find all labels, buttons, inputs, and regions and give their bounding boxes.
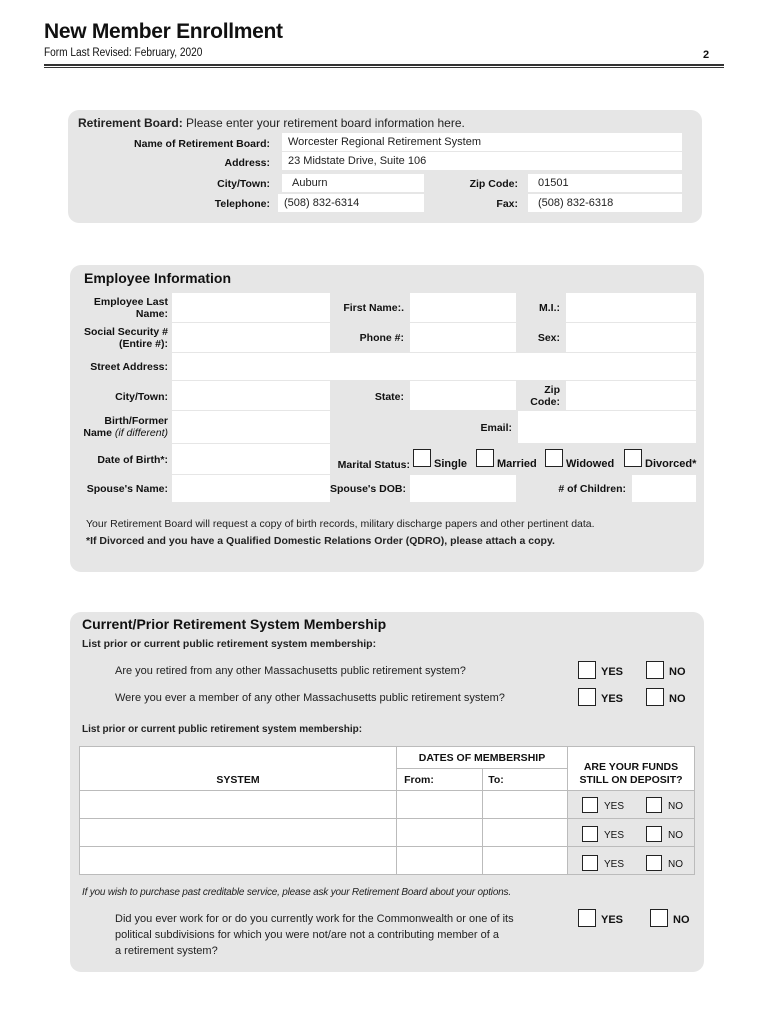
funds-header-2: STILL ON DEPOSIT? bbox=[579, 774, 683, 786]
board-address-field[interactable]: 23 Midstate Drive, Suite 106 bbox=[282, 152, 682, 170]
children-field[interactable] bbox=[632, 475, 696, 502]
phone-label: Phone #: bbox=[359, 332, 404, 344]
row1-no-checkbox[interactable] bbox=[646, 797, 662, 813]
last-name-field[interactable] bbox=[172, 293, 330, 322]
purchase-note: If you wish to purchase past creditable service, please ask your Retirement Board about your options. bbox=[82, 887, 511, 898]
membership-list-label-2: List prior or current public retirement system membership: bbox=[82, 724, 363, 735]
sex-label: Sex: bbox=[537, 332, 560, 344]
board-heading-label: Retirement Board: bbox=[78, 116, 183, 130]
row2-no-checkbox[interactable] bbox=[646, 826, 662, 842]
dob-field[interactable] bbox=[172, 444, 330, 474]
board-phone-label: Telephone: bbox=[214, 198, 270, 210]
row3-yes-label: YES bbox=[604, 859, 625, 870]
commonwealth-question-line2: political subdivisions for which you were not/are not a contributing member of a bbox=[115, 929, 499, 941]
commonwealth-yes-checkbox[interactable] bbox=[578, 909, 596, 927]
membership-list-label: List prior or current public retirement system membership: bbox=[82, 638, 377, 650]
header-rule bbox=[44, 64, 724, 66]
ssn-field[interactable] bbox=[172, 323, 330, 352]
birth-name-label-b: Name bbox=[83, 427, 112, 439]
widowed-label: Widowed bbox=[566, 458, 615, 470]
children-label: # of Children: bbox=[558, 483, 626, 495]
street-field[interactable] bbox=[172, 353, 696, 380]
birth-name-label bbox=[76, 415, 168, 439]
member-yes-label: YES bbox=[601, 693, 624, 705]
sex-field[interactable] bbox=[566, 323, 696, 352]
board-fax-field[interactable]: (508) 832-6318 bbox=[528, 194, 682, 212]
member-yes-checkbox[interactable] bbox=[578, 688, 596, 706]
page-number: 2 bbox=[703, 49, 710, 61]
to-header: To: bbox=[488, 774, 504, 786]
revision-date: Form Last Revised: February, 2020 bbox=[44, 47, 203, 59]
commonwealth-question-line3: a retirement system? bbox=[115, 945, 218, 957]
single-label: Single bbox=[434, 458, 468, 470]
row3-no-checkbox[interactable] bbox=[646, 855, 662, 871]
retired-yes-checkbox[interactable] bbox=[578, 661, 596, 679]
system-cell-2[interactable] bbox=[80, 819, 396, 846]
commonwealth-no-checkbox[interactable] bbox=[650, 909, 668, 927]
board-heading bbox=[78, 116, 465, 130]
divorced-checkbox[interactable] bbox=[624, 449, 642, 467]
system-cell-3[interactable] bbox=[80, 847, 396, 874]
from-header: From: bbox=[404, 774, 434, 786]
birth-name-label-a: Birth/Former bbox=[104, 415, 168, 427]
street-label: Street Address: bbox=[90, 361, 168, 373]
dob-label: Date of Birth*: bbox=[97, 454, 168, 466]
city-field[interactable] bbox=[172, 381, 330, 410]
row1-yes-label: YES bbox=[604, 801, 625, 812]
header-rule-thin bbox=[44, 67, 724, 68]
spouse-dob-field[interactable] bbox=[410, 475, 516, 502]
single-checkbox[interactable] bbox=[413, 449, 431, 467]
retired-question: Are you retired from any other Massachusetts public retirement system? bbox=[115, 665, 466, 677]
city-label: City/Town: bbox=[115, 391, 168, 403]
state-field[interactable] bbox=[410, 381, 516, 410]
state-label: State: bbox=[374, 391, 404, 403]
row1-no-label: NO bbox=[668, 801, 683, 812]
system-header: SYSTEM bbox=[216, 774, 260, 786]
widowed-checkbox[interactable] bbox=[545, 449, 563, 467]
board-city-label: City/Town: bbox=[217, 178, 270, 190]
last-name-label: Employee Last Name: bbox=[93, 296, 168, 320]
retired-no-checkbox[interactable] bbox=[646, 661, 664, 679]
page-title: New Member Enrollment bbox=[44, 20, 283, 43]
email-field[interactable] bbox=[518, 411, 696, 443]
board-zip-label: Zip Code: bbox=[469, 178, 518, 190]
qdro-note: *If Divorced and you have a Qualified Domestic Relations Order (QDRO), please attach a copy. bbox=[86, 535, 555, 547]
board-phone-field[interactable]: (508) 832-6314 bbox=[278, 194, 424, 212]
from-cell-3[interactable] bbox=[397, 847, 482, 874]
birth-name-field[interactable] bbox=[172, 411, 330, 443]
board-name-field[interactable]: Worcester Regional Retirement System bbox=[282, 133, 682, 151]
first-name-label: First Name:. bbox=[343, 302, 404, 314]
married-checkbox[interactable] bbox=[476, 449, 494, 467]
from-cell-1[interactable] bbox=[397, 791, 482, 818]
to-cell-3[interactable] bbox=[483, 847, 567, 874]
commonwealth-question-line1: Did you ever work for or do you currently work for the Commonwealth or one of its bbox=[115, 913, 514, 925]
employee-section-title: Employee Information bbox=[84, 270, 232, 286]
from-cell-2[interactable] bbox=[397, 819, 482, 846]
retired-no-label: NO bbox=[669, 666, 686, 678]
ssn-label: Social Security # (Entire #): bbox=[83, 326, 168, 350]
first-name-field[interactable] bbox=[410, 293, 516, 322]
mi-label: M.I.: bbox=[539, 302, 560, 314]
commonwealth-no-label: NO bbox=[673, 914, 690, 926]
divorced-label: Divorced* bbox=[645, 458, 697, 470]
mi-field[interactable] bbox=[566, 293, 696, 322]
dates-header: DATES OF MEMBERSHIP bbox=[418, 752, 546, 764]
zip-field[interactable] bbox=[566, 381, 696, 410]
member-question: Were you ever a member of any other Massachusetts public retirement system? bbox=[115, 692, 505, 704]
employee-note: Your Retirement Board will request a copy of birth records, military discharge papers and other pertinent data. bbox=[86, 518, 595, 530]
retired-yes-label: YES bbox=[601, 666, 624, 678]
row2-no-label: NO bbox=[668, 830, 683, 841]
funds-header-1: ARE YOUR FUNDS bbox=[583, 761, 679, 773]
marital-label: Marital Status: bbox=[337, 459, 410, 471]
board-zip-field[interactable]: 01501 bbox=[528, 174, 682, 192]
to-cell-2[interactable] bbox=[483, 819, 567, 846]
married-label: Married bbox=[497, 458, 537, 470]
birth-name-label-c: (if different) bbox=[114, 427, 168, 439]
spouse-dob-label: Spouse's DOB: bbox=[330, 483, 407, 495]
zip-label: Zip Code: bbox=[530, 384, 560, 408]
board-heading-text: Please enter your retirement board information here. bbox=[182, 116, 465, 130]
row1-yes-checkbox[interactable] bbox=[582, 797, 598, 813]
board-address-label: Address: bbox=[224, 157, 270, 169]
membership-section-title: Current/Prior Retirement System Membership bbox=[82, 616, 387, 632]
board-fax-label: Fax: bbox=[496, 198, 518, 210]
phone-field[interactable] bbox=[410, 323, 516, 352]
row2-yes-label: YES bbox=[604, 830, 625, 841]
board-city-field[interactable]: Auburn bbox=[282, 174, 424, 192]
spouse-name-field[interactable] bbox=[172, 475, 330, 502]
board-name-label: Name of Retirement Board: bbox=[134, 138, 270, 150]
to-cell-1[interactable] bbox=[483, 791, 567, 818]
email-label: Email: bbox=[480, 422, 512, 434]
row3-no-label: NO bbox=[668, 859, 683, 870]
commonwealth-yes-label: YES bbox=[601, 914, 624, 926]
spouse-name-label: Spouse's Name: bbox=[86, 483, 168, 495]
row3-yes-checkbox[interactable] bbox=[582, 855, 598, 871]
system-cell-1[interactable] bbox=[80, 791, 396, 818]
row2-yes-checkbox[interactable] bbox=[582, 826, 598, 842]
member-no-label: NO bbox=[669, 693, 686, 705]
member-no-checkbox[interactable] bbox=[646, 688, 664, 706]
